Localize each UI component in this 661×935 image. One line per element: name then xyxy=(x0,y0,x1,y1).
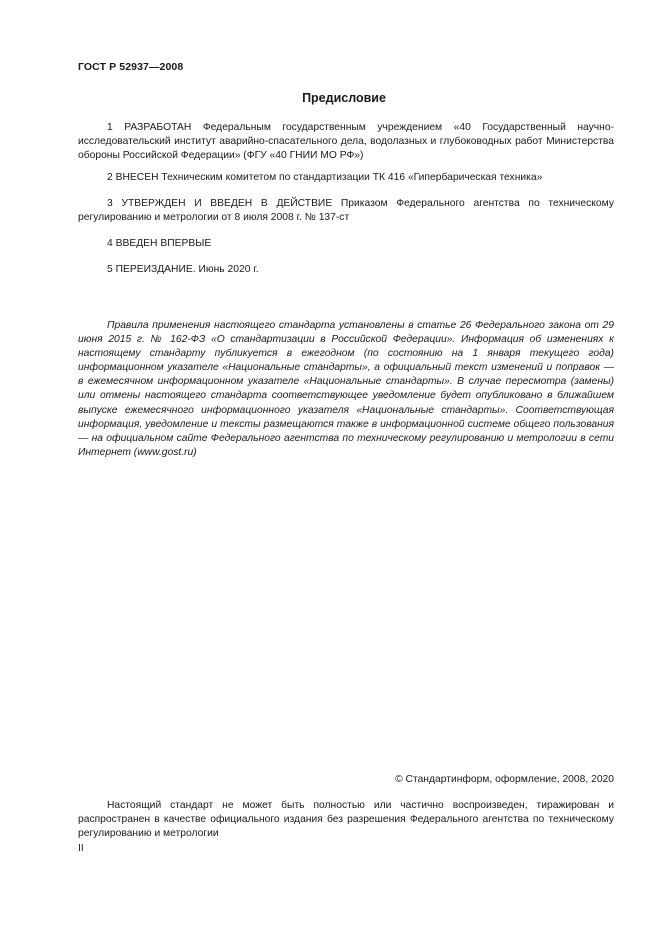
page-number: II xyxy=(78,843,84,854)
page-title: Предисловие xyxy=(302,91,386,105)
foreword-item-reissue: 5 ПЕРЕИЗДАНИЕ. Июнь 2020 г. xyxy=(107,264,259,275)
foreword-item-developed: 1 РАЗРАБОТАН Федеральным государственным учреждением «40 Государственный научно-исследовательский институт аварийно-спасательного дела, водолазных и глубоководных работ Министерства обороны Российской Федерации» (ФГУ «40 ГНИИ МО РФ») xyxy=(78,122,614,161)
copyright-line: © Стандартинформ, оформление, 2008, 2020 xyxy=(395,774,614,785)
foreword-item-approved: 3 УТВЕРЖДЕН И ВВЕДЕН В ДЕЙСТВИЕ Приказом Федерального агентства по техническому регулированию и метрологии от 8 июля 2008 г. № 137-ст xyxy=(78,198,614,223)
reproduction-restriction: Настоящий стандарт не может быть полностью или частично воспроизведен, тиражирован и распространен в качестве официального издания без разрешения Федерального агентства по техническому регулированию и метрологии xyxy=(78,800,614,839)
foreword-item-submitted: 2 ВНЕСЕН Техническим комитетом по стандартизации ТК 416 «Гипербарическая техника» xyxy=(107,172,543,183)
standard-header: ГОСТ Р 52937—2008 xyxy=(78,61,184,73)
application-rules-notice: Правила применения настоящего стандарта установлены в статье 26 Федерального закона от 29 июня 2015 г. № 162-ФЗ «О стандартизации в Российской Федерации». Информация об изменениях к настоящему стандарту публикуется в ежегодном (по состоянию на 1 января текущего года) информационном указателе «Национальные стандарты», а официальный текст изменений и поправок — в ежемесячном информационном указателе «Национальные стандарты». В случае пересмотра (замены) или отмены настоящего стандарта соответствующее уведомление будет опубликовано в ближайшем выпуске ежемесячного информационного указателя «Национальные стандарты». Соответствующая информация, уведомление и тексты размещаются также в информационной системе общего пользования — на официальном сайте Федерального агентства по техническому регулированию и метрологии в сети Интернет (www.gost.ru) xyxy=(78,320,614,458)
foreword-item-introduced: 4 ВВЕДЕН ВПЕРВЫЕ xyxy=(107,238,212,249)
